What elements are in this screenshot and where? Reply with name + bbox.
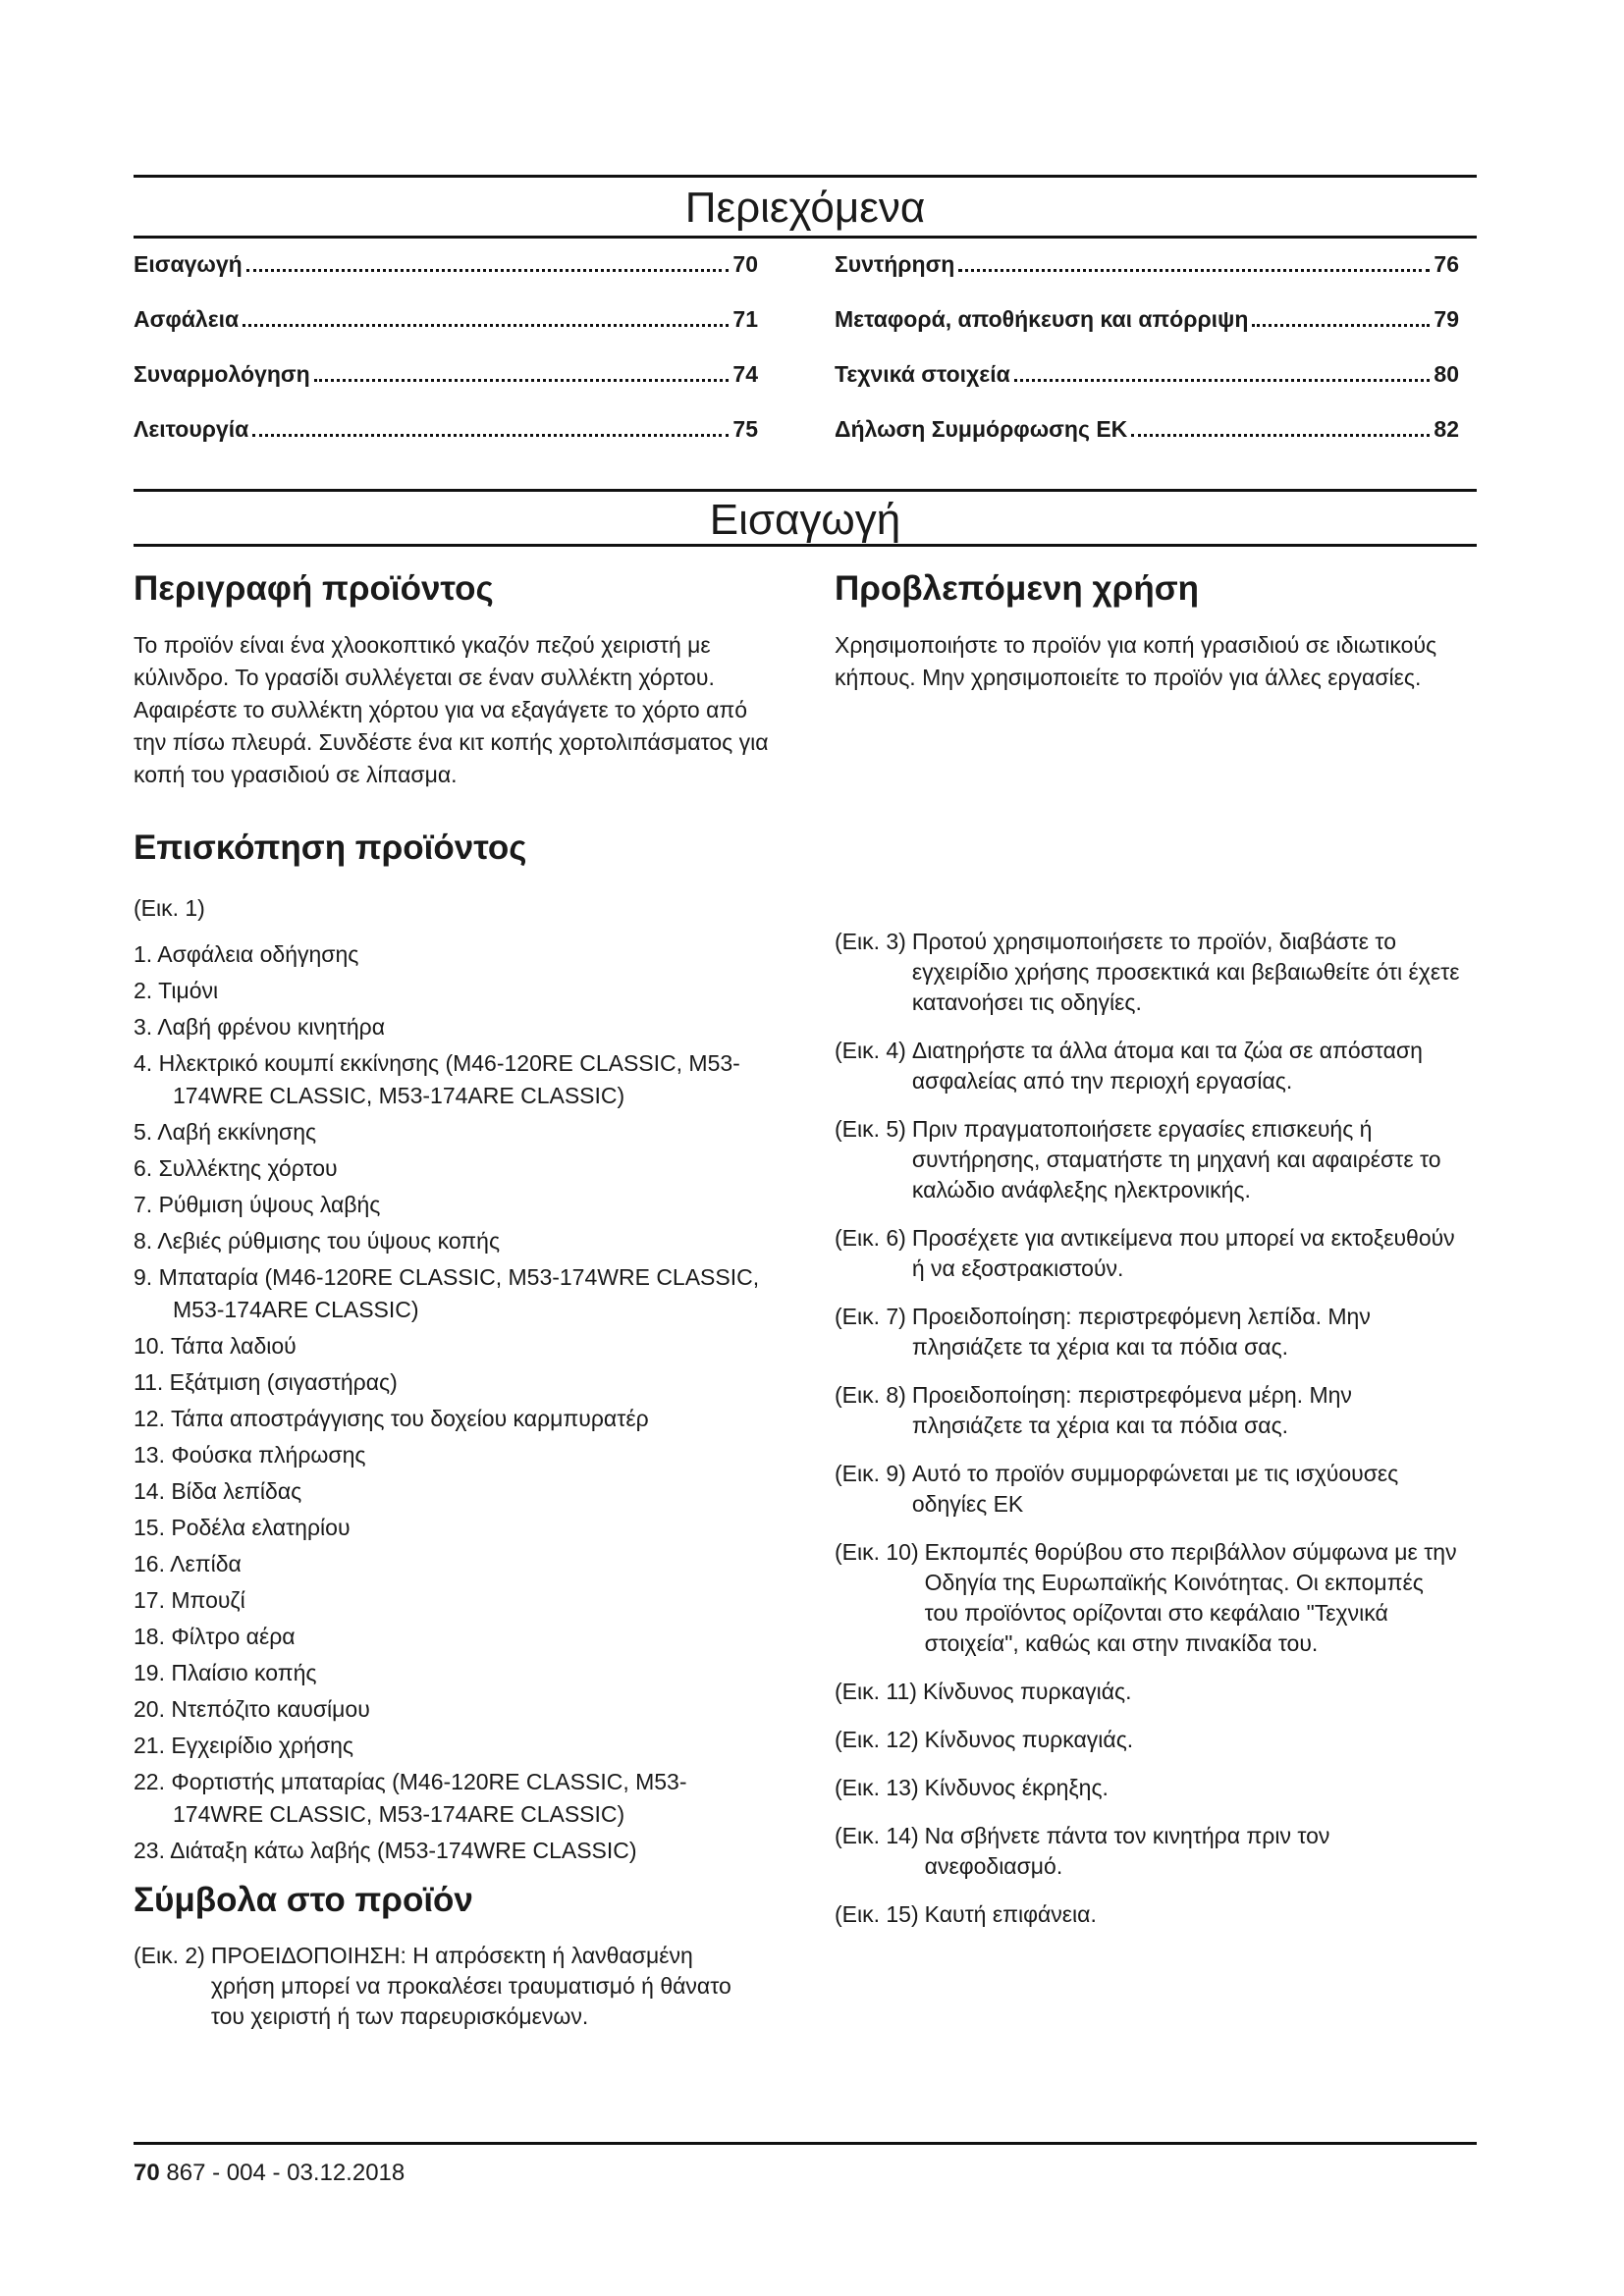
intro-top-rule: [134, 489, 1477, 492]
toc-entry-label: Συναρμολόγηση: [134, 361, 310, 387]
overview-list-item: 6. Συλλέκτης χόρτου: [134, 1155, 338, 1181]
overview-list-item: 2. Τιμόνι: [134, 978, 219, 1003]
symbol-fig-ref: (Εικ. 10): [835, 1539, 919, 1565]
symbols-right-list: [835, 927, 1463, 1948]
toc-entry-page: 71: [732, 306, 758, 332]
toc-leader-dots: [1131, 434, 1430, 437]
overview-list-item: 23. Διάταξη κάτω λαβής (M53-174WRE CLASSIC): [134, 1838, 637, 1863]
overview-list-item: 7. Ρύθμιση ύψους λαβής: [134, 1192, 381, 1217]
toc-entry-page: 74: [732, 361, 758, 387]
toc-entry-page: 82: [1434, 416, 1459, 442]
overview-list-item: 8. Λεβιές ρύθμισης του ύψους κοπής: [134, 1228, 501, 1254]
toc-entry[interactable]: [134, 416, 758, 471]
symbol-entry: [835, 1302, 1463, 1362]
symbol-fig-ref: (Εικ. 2): [134, 1943, 205, 1968]
overview-list-item: 21. Εγχειρίδιο χρήσης: [134, 1733, 353, 1758]
symbol-fig-ref: (Εικ. 4): [835, 1038, 906, 1063]
symbol-text: Εκπομπές θορύβου στο περιβάλλον σύμφωνα με την Οδηγία της Ευρωπαϊκής Κοινότητας. Οι εκπομπές του προϊόντος ορίζονται στο κεφάλαιο "Τεχνικά στοιχεία", καθώς και στην πινακίδα του.: [924, 1539, 1457, 1656]
intended-use-text: Χρησιμοποιήστε το προϊόν για κοπή γρασιδιού σε ιδιωτικούς κήπους. Μην χρησιμοποιείτε το προϊόν για άλλες εργασίες.: [835, 632, 1437, 690]
overview-list: [134, 938, 762, 1867]
toc-entry[interactable]: [835, 306, 1459, 361]
symbol-fig-ref: (Εικ. 5): [835, 1116, 906, 1142]
symbol-entry: [835, 1677, 1463, 1707]
left-column: [134, 571, 782, 2050]
toc-entry[interactable]: [835, 361, 1459, 416]
symbol-fig-ref: (Εικ. 12): [835, 1727, 919, 1752]
symbol-text: ΠΡΟΕΙΔΟΠΟΙΗΣΗ: Η απρόσεκτη ή λανθασμένη χρήση μπορεί να προκαλέσει τραυματισμό ή θάνατο του χειριστή ή των παρευρισκόμενων.: [210, 1943, 731, 2029]
overview-fig-ref: (Εικ. 1): [134, 895, 205, 921]
symbol-text: Διατηρήστε τα άλλα άτομα και τα ζώα σε απόσταση ασφαλείας από την περιοχή εργασίας.: [911, 1038, 1423, 1094]
toc-rule: [134, 236, 1477, 239]
overview-list-item: 19. Πλαίσιο κοπής: [134, 1660, 317, 1685]
symbol-entry: [835, 1459, 1463, 1520]
top-rule: [134, 175, 1477, 178]
toc-entry-label: Εισαγωγή: [134, 251, 243, 277]
overview-list-item: 14. Βίδα λεπίδας: [134, 1478, 302, 1504]
symbol-fig-ref: (Εικ. 8): [835, 1382, 906, 1408]
overview-list-item: 12. Τάπα αποστράγγισης του δοχείου καρμπυρατέρ: [134, 1406, 649, 1431]
symbol-text: Καυτή επιφάνεια.: [924, 1901, 1097, 1927]
footer-rule: [134, 2142, 1477, 2145]
symbol-entry: [835, 1537, 1463, 1659]
symbol-text: Προειδοποίηση: περιστρεφόμενη λεπίδα. Μην πλησιάζετε τα χέρια και τα πόδια σας.: [911, 1304, 1371, 1360]
toc-entry[interactable]: [134, 306, 758, 361]
symbol-entry: [835, 1725, 1463, 1755]
overview-list-item: 3. Λαβή φρένου κινητήρα: [134, 1014, 386, 1040]
toc-entry-label: Λειτουργία: [134, 416, 249, 442]
symbols-heading: Σύμβολα στο προϊόν: [134, 1881, 473, 1919]
overview-list-item: 17. Μπουζί: [134, 1587, 245, 1613]
overview-list-item: 4. Ηλεκτρικό κουμπί εκκίνησης (M46-120RE CLASSIC, M53-174WRE CLASSIC, M53-174ARE CLASSIC): [134, 1050, 740, 1108]
overview-list-item: 20. Ντεπόζιτο καυσίμου: [134, 1696, 370, 1722]
symbol-fig-ref: (Εικ. 11): [835, 1679, 917, 1704]
toc-leader-dots: [1252, 324, 1430, 327]
intended-use-heading: Προβλεπόμενη χρήση: [835, 569, 1200, 608]
overview-list-item: 22. Φορτιστής μπαταρίας (M46-120RE CLASSIC, M53-174WRE CLASSIC, M53-174ARE CLASSIC): [134, 1769, 687, 1827]
symbol-entry: [835, 1223, 1463, 1284]
intro-title: Εισαγωγή: [709, 496, 901, 544]
toc-entry[interactable]: [134, 251, 758, 306]
symbol-fig-ref: (Εικ. 7): [835, 1304, 906, 1329]
symbol-fig-ref: (Εικ. 13): [835, 1775, 919, 1800]
symbol-text: Κίνδυνος πυρκαγιάς.: [922, 1679, 1132, 1704]
symbols-left-list: [134, 1941, 762, 2032]
toc-leader-dots: [243, 324, 729, 327]
symbol-fig-ref: (Εικ. 15): [835, 1901, 919, 1927]
overview-list-item: 10. Τάπα λαδιού: [134, 1333, 297, 1359]
symbol-fig-ref: (Εικ. 3): [835, 929, 906, 954]
description-text: Το προϊόν είναι ένα χλοοκοπτικό γκαζόν πεζού χειριστή με κύλινδρο. Το γρασίδι συλλέγεται σε έναν συλλέκτη χόρτου. Αφαιρέστε το συλλέκτη χόρτου για να εξαγάγετε το χόρτο από την πίσω πλευρά. Συνδέστε ένα κιτ κοπής χορτολιπάσματος για κοπή του γρασιδιού σε λίπασμα.: [134, 632, 769, 787]
toc-entry-page: 70: [732, 251, 758, 277]
symbol-entry: [835, 1036, 1463, 1096]
overview-list-item: 5. Λαβή εκκίνησης: [134, 1119, 317, 1145]
symbol-text: Προσέχετε για αντικείμενα που μπορεί να εκτοξευθούν ή να εξοστρακιστούν.: [911, 1225, 1455, 1281]
toc-leader-dots: [1014, 379, 1431, 382]
overview-list-item: 18. Φίλτρο αέρα: [134, 1624, 296, 1649]
toc-entry-page: 76: [1434, 251, 1459, 277]
symbol-entry: [835, 1114, 1463, 1205]
overview-list-item: 13. Φούσκα πλήρωσης: [134, 1442, 366, 1468]
symbol-text: Πριν πραγματοποιήσετε εργασίες επισκευής ή συντήρησης, σταματήστε τη μηχανή και αφαιρέστε το καλώδιο ανάφλεξης ηλεκτρονικής.: [911, 1116, 1441, 1202]
toc-leader-dots: [252, 434, 729, 437]
doc-info: 867 - 004 - 03.12.2018: [166, 2160, 406, 2186]
toc-entry-label: Δήλωση Συμμόρφωσης ΕΚ: [835, 416, 1128, 442]
toc-title: Περιεχόμενα: [684, 184, 926, 232]
toc-leader-dots: [246, 269, 730, 272]
symbol-entry: [134, 1941, 762, 2032]
overview-list-item: 15. Ροδέλα ελατηρίου: [134, 1515, 351, 1540]
toc-entry[interactable]: [134, 361, 758, 416]
toc-entry-label: Ασφάλεια: [134, 306, 240, 332]
toc-entry-page: 79: [1434, 306, 1459, 332]
symbol-text: Προτού χρησιμοποιήσετε το προϊόν, διαβάστε το εγχειρίδιο χρήσης προσεκτικά και βεβαιωθείτε ότι έχετε κατανοήσει τις οδηγίες.: [911, 929, 1460, 1015]
page-number: 70: [134, 2160, 160, 2186]
overview-heading: Επισκόπηση προϊόντος: [134, 828, 527, 867]
symbol-entry: [835, 1899, 1463, 1930]
symbol-text: Αυτό το προϊόν συμμορφώνεται με τις ισχύουσες οδηγίες ΕΚ: [911, 1461, 1399, 1517]
toc-entry[interactable]: [835, 416, 1459, 471]
toc-entry-label: Μεταφορά, αποθήκευση και απόρριψη: [835, 306, 1249, 332]
overview-list-item: 11. Εξάτμιση (σιγαστήρας): [134, 1369, 398, 1395]
toc-entry-label: Τεχνικά στοιχεία: [835, 361, 1010, 387]
symbol-text: Προειδοποίηση: περιστρεφόμενα μέρη. Μην πλησιάζετε τα χέρια και τα πόδια σας.: [911, 1382, 1352, 1438]
symbol-entry: [835, 1380, 1463, 1441]
description-heading: Περιγραφή προϊόντος: [134, 569, 494, 608]
symbol-entry: [835, 1821, 1463, 1882]
toc-right-column: [835, 251, 1459, 471]
symbol-fig-ref: (Εικ. 14): [835, 1823, 919, 1848]
overview-list-item: 16. Λεπίδα: [134, 1551, 242, 1576]
toc-entry[interactable]: [835, 251, 1459, 306]
symbol-entry: [835, 927, 1463, 1018]
symbol-text: Κίνδυνος πυρκαγιάς.: [924, 1727, 1134, 1752]
toc-entry-page: 75: [732, 416, 758, 442]
intro-rule: [134, 544, 1477, 547]
symbol-text: Κίνδυνος έκρηξης.: [924, 1775, 1109, 1800]
symbol-text: Να σβήνετε πάντα τον κινητήρα πριν τον ανεφοδιασμό.: [924, 1823, 1330, 1879]
symbol-entry: [835, 1773, 1463, 1803]
right-column: [835, 569, 1483, 1927]
toc-leader-dots: [314, 379, 730, 382]
symbol-fig-ref: (Εικ. 6): [835, 1225, 906, 1251]
toc-entry-label: Συντήρηση: [835, 251, 955, 277]
toc-left-column: [134, 251, 758, 471]
toc-entry-page: 80: [1434, 361, 1459, 387]
overview-list-item: 1. Ασφάλεια οδήγησης: [134, 941, 359, 967]
overview-list-item: 9. Μπαταρία (M46-120RE CLASSIC, M53-174WRE CLASSIC, M53-174ARE CLASSIC): [134, 1264, 760, 1322]
footer: [134, 2160, 405, 2187]
symbol-fig-ref: (Εικ. 9): [835, 1461, 906, 1486]
toc-leader-dots: [958, 269, 1430, 272]
